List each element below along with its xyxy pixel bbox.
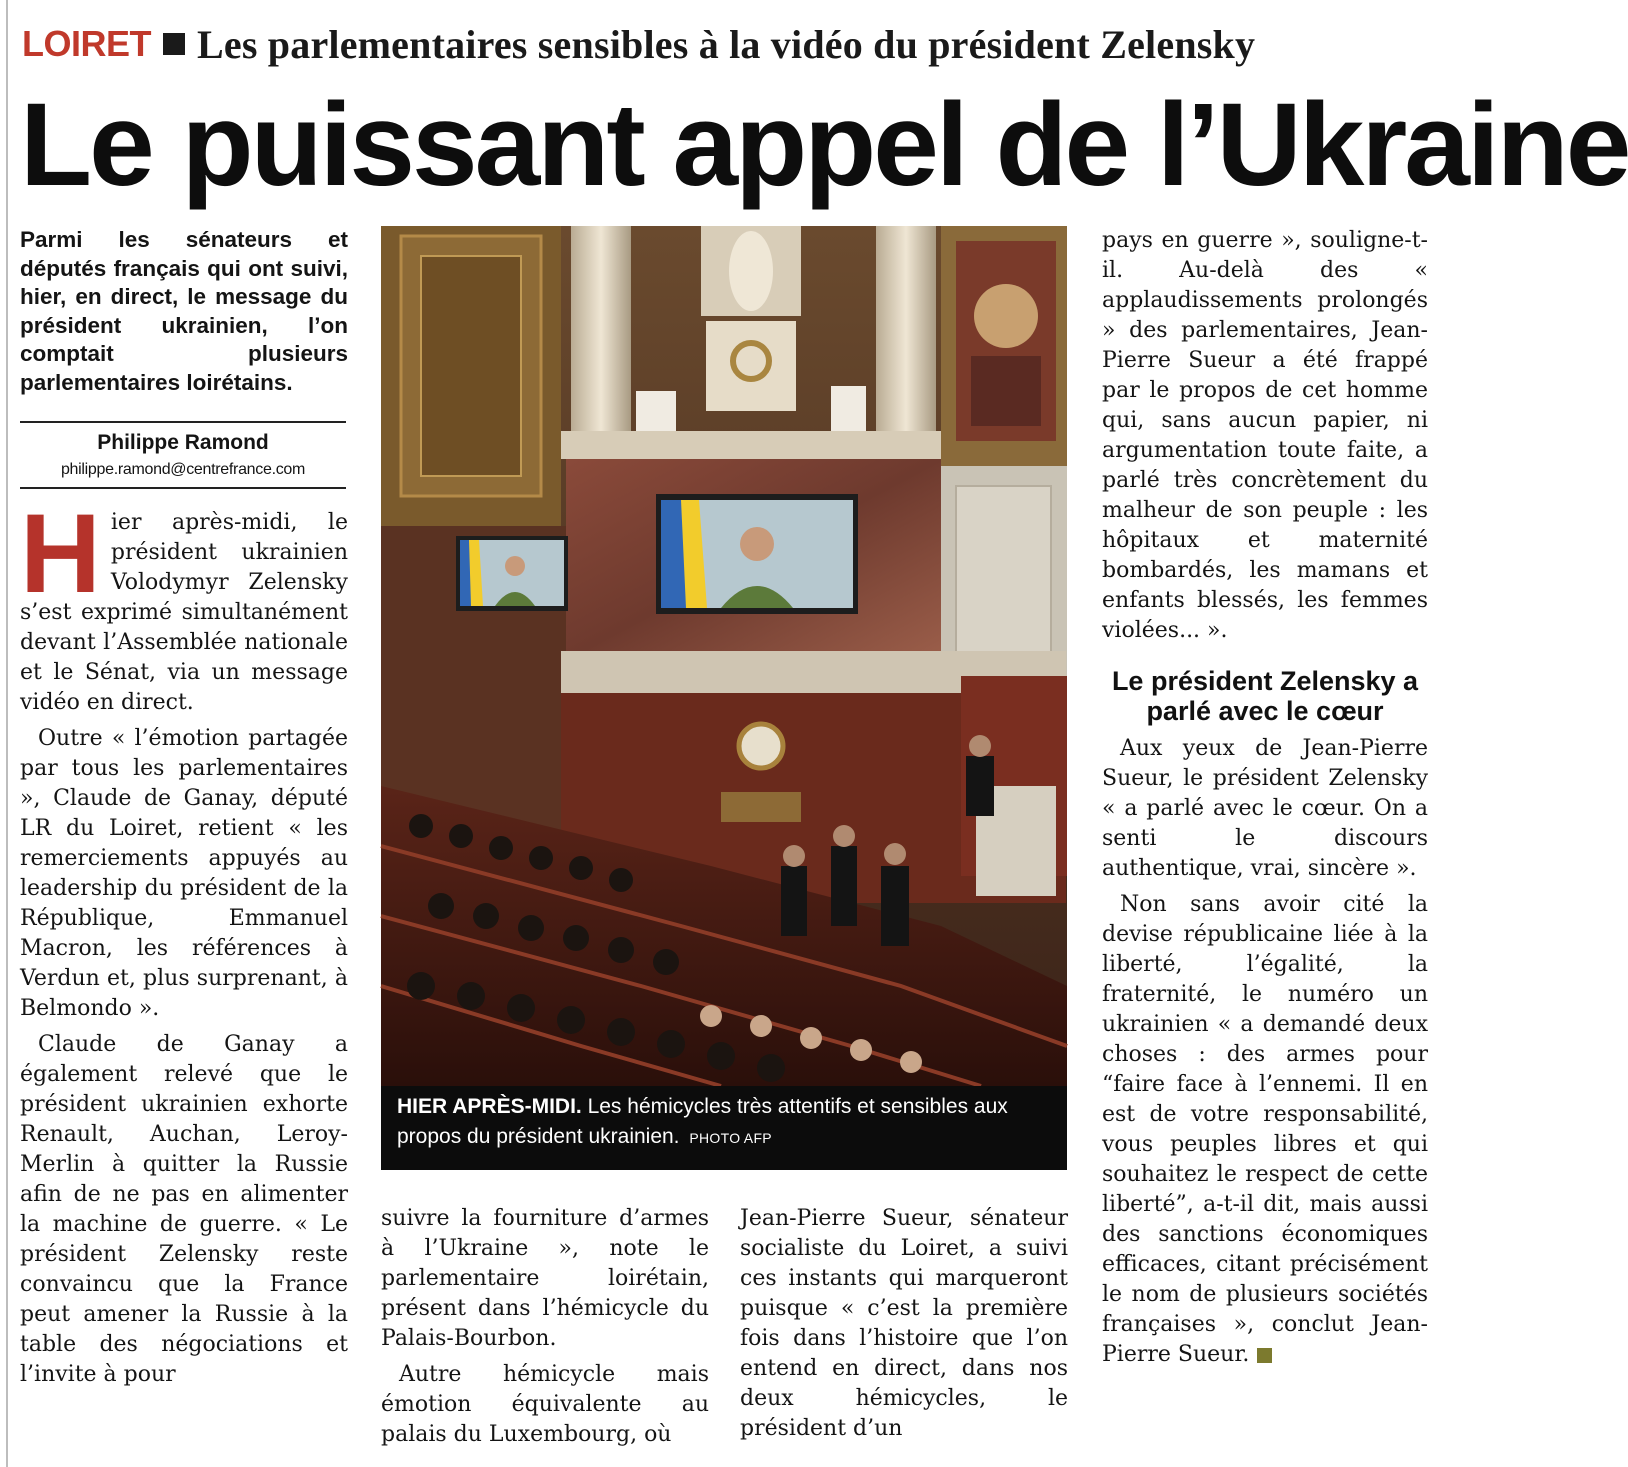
paragraph-5: Aux yeux de Jean-Pierre Sueur, le président Zelensky « a parlé avec le cœur. On a senti le discours authentique, vrai, sincère ».: [1102, 736, 1428, 881]
paragraph-2: Outre « l’émotion partagée par tous les parlementaires », Claude de Ganay, député LR du Loiret, retient « les remerciements appuyés au leadership du président de la République, Emmanuel Macron, les références à Verdun et, plus surprenant, à Belmondo ».: [20, 726, 348, 1021]
assembly-photo-illustration: [381, 226, 1067, 1170]
byline-email[interactable]: philippe.ramond@centrefrance.com: [60, 461, 306, 478]
paragraph-3-part-2: suivre la fourniture d’armes à l’Ukraine », note le parlementaire loirétain, présent dans l’hémicycle du Palais-Bourbon.: [381, 1206, 709, 1351]
paragraph-6: [1102, 890, 1428, 1370]
paragraph-4-part-2: Jean-Pierre Sueur, sénateur socialiste du Loiret, a suivi ces instants qui marqueront puisque « c’est la première fois dans l’histoire que l’on entend en direct, dans nos deux hémicycles, le président d’un: [740, 1206, 1068, 1441]
deck-line: Les parlementaires sensibles à la vidéo du président Zelensky: [197, 21, 1256, 67]
paragraph-1-text: ier après-midi, le président ukrainien Volodymyr Zelensky s’est exprimé simultanément devant l’Assemblée nationale et le Sénat, via un message vidéo en direct.: [20, 510, 348, 715]
chapo: Parmi les sénateurs et députés français qui ont suivi, hier, en direct, le message du président ukrainien, l’on comptait plusieurs parlementaires loirétains.: [20, 227, 348, 395]
square-bullet-icon: [163, 33, 185, 55]
article-column-1: [20, 491, 348, 1396]
paragraph-6-text: Non sans avoir cité la devise républicaine liée à la liberté, l’égalité, la fraternité, le numéro un ukrainien « a demandé deux choses : des armes pour “faire face à l’ennemi. Il en est de votre responsabilité, vous peuples libres et qui souhaitez le respect de cette liberté”, a-t-il dit, mais aussi des sanctions économiques efficaces, citant précisément le nom de plusieurs sociétés françaises », conclut Jean-Pierre Sueur.: [1102, 892, 1428, 1367]
subheading: Le président Zelensky a parlé avec le cœur: [1111, 666, 1419, 726]
paragraph-4-part-1: Autre hémicycle mais émotion équivalente au palais du Luxembourg, où: [381, 1362, 709, 1447]
headline: Le puissant appel de l’Ukraine: [20, 79, 1628, 211]
section-label: LOIRET: [22, 23, 151, 64]
article-column-3: [740, 1204, 1068, 1450]
article-column-2: [381, 1204, 709, 1456]
paragraph-4-part-3: pays en guerre », souligne-t-il. Au-delà des « applaudissements prolongés » des parlementaires, Jean-Pierre Sueur a été frappé par le propos de cet homme qui, sans aucun papier, ni argumentation toute faite, a parlé très concrètement du malheur de son peuple : les hôpitaux et maternité bombardés, les mamans et enfants blessés, les femmes violées... ».: [1102, 228, 1428, 643]
paragraph-1: [20, 491, 348, 718]
dropcap: H: [20, 491, 101, 616]
paragraph-3-part-1: Claude de Ganay a également relevé que le président ukrainien exhorte Renault, Auchan, Leroy-Merlin à quitter la Russie afin de ne pas en alimenter la machine de guerre. « Le président Zelensky reste convaincu que la France peut amener la Russie à la table des négociations et l’invite à pour: [20, 1032, 348, 1387]
article-column-4: [1102, 226, 1428, 1376]
caption-text: Les hémicycles très attentifs et sensibles aux propos du président ukrainien.: [397, 1095, 1008, 1148]
end-mark-icon: [1257, 1348, 1272, 1363]
byline: [20, 421, 346, 489]
photo-caption: [397, 1092, 1057, 1153]
photo-credit: PHOTO AFP: [689, 1130, 772, 1146]
photo: [381, 226, 1067, 1170]
kicker-line: [22, 20, 1255, 68]
page-margin-rule: [6, 0, 8, 1467]
caption-lead: HIER APRÈS-MIDI.: [397, 1095, 582, 1118]
byline-author: Philippe Ramond: [97, 431, 269, 454]
